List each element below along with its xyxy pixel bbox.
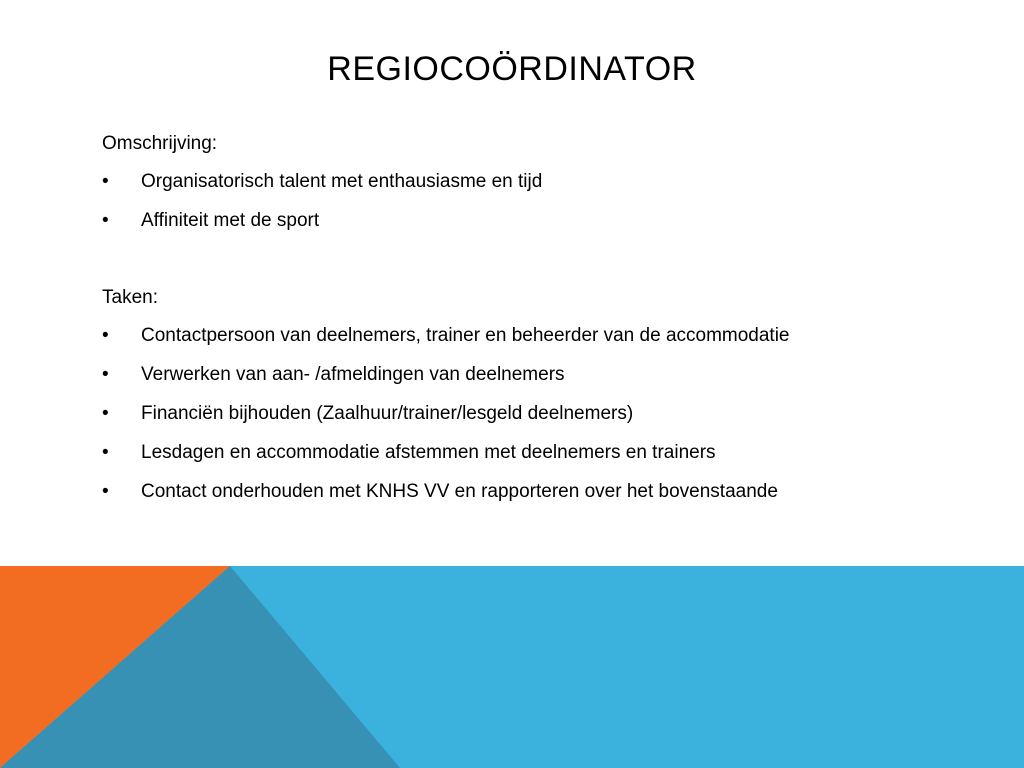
bullet-icon: • bbox=[102, 171, 109, 192]
list-item bbox=[102, 439, 962, 467]
list-item bbox=[102, 322, 962, 350]
list-item bbox=[102, 478, 962, 506]
list-item bbox=[102, 361, 962, 389]
list-item bbox=[102, 400, 962, 428]
bullet-list-taken bbox=[102, 322, 962, 506]
bullet-list-omschrijving bbox=[102, 168, 962, 235]
bullet-icon: • bbox=[102, 364, 109, 385]
bullet-icon: • bbox=[102, 210, 109, 231]
slide-content bbox=[102, 130, 962, 517]
section-spacer bbox=[102, 246, 962, 284]
bullet-text: Lesdagen en accommodatie afstemmen met deelnemers en trainers bbox=[141, 442, 716, 463]
bullet-icon: • bbox=[102, 442, 109, 463]
section-heading-omschrijving: Omschrijving: bbox=[102, 133, 218, 154]
bullet-text: Affiniteit met de sport bbox=[141, 210, 320, 231]
bullet-text: Contactpersoon van deelnemers, trainer en beheerder van de accommodatie bbox=[141, 325, 790, 346]
bullet-text: Verwerken van aan- /afmeldingen van deelnemers bbox=[141, 364, 565, 385]
bullet-icon: • bbox=[102, 325, 109, 346]
bullet-icon: • bbox=[102, 481, 109, 502]
bullet-icon: • bbox=[102, 403, 109, 424]
footer-decoration bbox=[0, 566, 1024, 768]
list-item bbox=[102, 207, 962, 235]
section-heading-taken: Taken: bbox=[102, 287, 158, 308]
bullet-text: Organisatorisch talent met enthausiasme en tijd bbox=[141, 171, 543, 192]
bullet-text: Financiën bijhouden (Zaalhuur/trainer/lesgeld deelnemers) bbox=[141, 403, 634, 424]
slide-title: REGIOCOÖRDINATOR bbox=[327, 50, 697, 88]
bullet-text: Contact onderhouden met KNHS VV en rapporteren over het bovenstaande bbox=[141, 481, 778, 502]
list-item bbox=[102, 168, 962, 196]
